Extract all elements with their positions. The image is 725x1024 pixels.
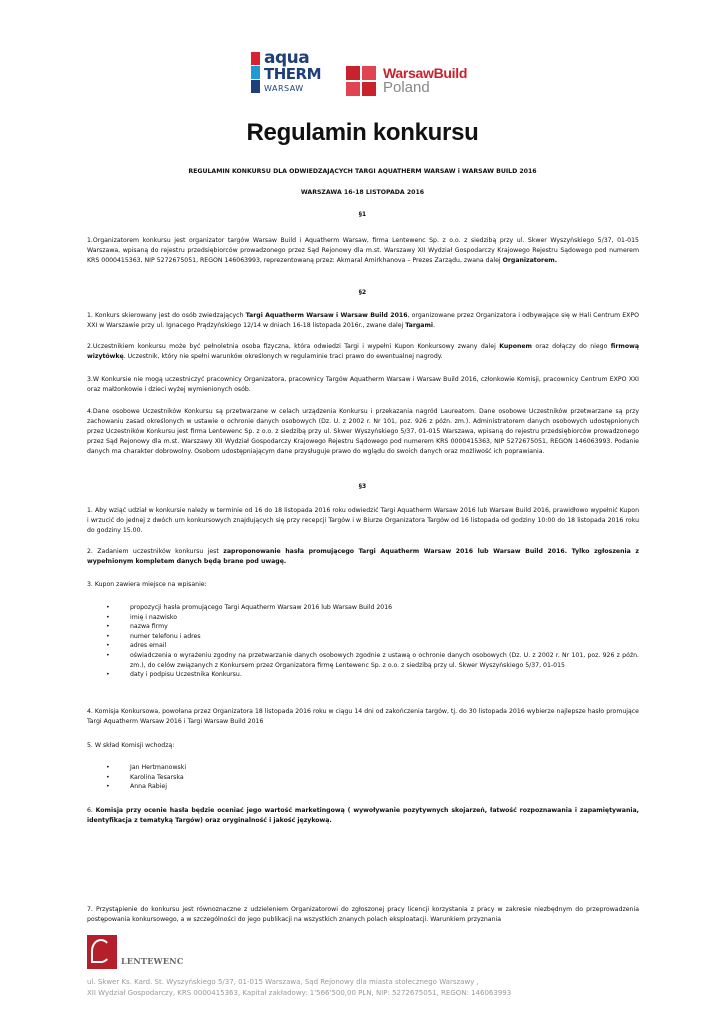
list-item: • adres email: [117, 641, 639, 651]
s2-p2-bold-a: Kuponem: [499, 343, 533, 350]
warsawbuild-logo-line2: Poland: [383, 79, 430, 96]
list-item: • Jan Hertmanowski: [117, 763, 639, 773]
aquatherm-logo: [251, 50, 331, 98]
jury-members-list: [117, 763, 639, 792]
aquatherm-mark-icon: [251, 52, 260, 92]
document-dates: WARSZAWA 16-18 LISTOPADA 2016: [300, 189, 425, 196]
s3-p6-bold: Komisja przy ocenie hasła będzie oceniać jego wartość marketingową ( wywoływanie pozytywnych skojarzeń, łatwość rozpoznawania i zapamiętywania, identyfikacja z tematyką Targów) oraz oryginalność i jakość językową.: [87, 807, 639, 824]
list-item: • numer telefonu i adres: [117, 632, 639, 642]
s1-p1-bold: Organizatorem.: [502, 257, 558, 264]
s2-p2-text-b: oraz dołączy do niego: [535, 343, 608, 350]
section-3-paragraph-5: 5. W skład Komisji wchodzą:: [87, 742, 175, 749]
section-3-paragraph-2: [87, 547, 639, 567]
s2-p1-text-b: , organizowane przez Organizatora i odbywające się w Hali Centrum EXPO XXI w Warszawie przy ul. Ignacego Prądzyńskiego 12/14 w dniach 16-18 listopada 2016r., zwane dalej: [87, 312, 640, 329]
s3-p2-text-a: 2. Zadaniem uczestników konkursu jest: [87, 548, 219, 555]
section-1-paragraph-1: [87, 236, 639, 266]
list-item: • Karolina Tesarska: [117, 773, 639, 783]
list-item: • propozycji hasła promującego Targi Aquatherm Warsaw 2016 lub Warsaw Build 2016: [117, 603, 639, 613]
lentewenc-mark-icon: [87, 935, 117, 969]
list-item: • daty i podpisu Uczestnika Konkursu.: [117, 670, 639, 680]
aquatherm-logo-line2: THERM: [264, 65, 322, 83]
footer-address-line-2: XII Wydział Gospodarczy, KRS 0000415363, Kapitał zakładowy: 1'566'500,00 PLN, NIP: 5272675051, REGON: 146063993: [87, 989, 512, 997]
list-item: • Anna Rabiej: [117, 782, 639, 792]
warsawbuild-logo: [346, 66, 486, 102]
aquatherm-logo-line3: WARSAW: [264, 84, 304, 93]
footer-address-line-1: ul. Skwer Ks. Kard. St. Wyszyńskiego 5/37, 01-015 Warszawa, Sąd Rejonowy dla miasta stołecznego Warszawy ,: [87, 978, 479, 986]
list-item: • nazwa firmy: [117, 622, 639, 632]
coupon-fields-list: [117, 603, 639, 680]
list-item: • imię i nazwisko: [117, 613, 639, 623]
section-2-paragraph-1: [87, 311, 639, 331]
section-3-heading: §3: [358, 483, 367, 490]
document-subtitle: REGULAMIN KONKURSU DLA ODWIEDZAJĄCYCH TARGI AQUATHERM WARSAW i WARSAW BUILD 2016: [188, 168, 537, 175]
section-3-paragraph-6: [87, 806, 639, 826]
lentewenc-logo: [87, 935, 184, 971]
section-3-paragraph-1: 1. Aby wziąć udział w konkursie należy w terminie od 16 do 18 listopada 2016 roku odwiedzić Targi Aquatherm Warsaw 2016 lub Warsaw Build 2016, prawidłowo wypełnić Kupon i wrzucić do jednej z dwóch urn konkursowych znajdujących się przy recepcji Targów i w Biurze Organizatora Targów od 16 listopada od godziny 10:00 do 18 listopada 2016 roku do godziny 15.00.: [87, 507, 639, 534]
s1-p1-text: 1.Organizatorem konkursu jest organizator targów Warsaw Build i Aquatherm Warsaw, firma Lentewenc Sp. z o.o. z siedzibą przy ul. Skwer Wyszyńskiego 5/37, 01-015 Warszawa, wpisaną do rejestru przedsiębiorców prowadzonego przez Sąd Rejonowy dla m.st. Warszawy XII Wydział Gospodarczy Krajowego Rejestru Sądowego pod numerem KRS 0000415363, NIP 5272675051, REGON 146063993, reprezentowaną przez: Akmaral Amirkhanova – Prezes Zarządu, zwana dalej: [87, 237, 639, 264]
s2-p2-text-c: . Uczestnik, który nie spełni warunków określonych w regulaminie traci prawo do ewentualnej nagrody.: [123, 353, 443, 360]
s2-p1-text-a: 1. Konkurs skierowany jest do osób zwiedzających: [87, 312, 244, 319]
page-title: Regulamin konkursu: [246, 119, 479, 146]
s3-p2-bold-a: zaproponowanie hasła promującego Targi Aquatherm Warsaw 2016 lub Warsaw Build 2016: [223, 548, 565, 555]
section-2-paragraph-2: [87, 342, 639, 362]
s3-p2-bold-b: . Tylko zgłoszenia z wypełnionym kompletem danych będą brane pod uwagę.: [87, 548, 640, 565]
section-3-paragraph-4: 4. Komisja Konkursowa, powołana przez Organizatora 18 listopada 2016 roku w ciągu 14 dni od zakończenia targów, tj. do 30 listopada 2016 wybierze najlepsze hasło promujące Targi Aquatherm Warsaw 2016 i Targi Warsaw Build 2016: [87, 708, 639, 725]
aquatherm-logo-line1: aqua: [264, 48, 310, 68]
s2-p1-bold-a: Targi Aquatherm Warsaw i Warsaw Build 2016: [245, 312, 408, 319]
section-3-paragraph-7: 7. Przystąpienie do konkursu jest równoznaczne z udzieleniem Organizatorowi do zgłoszonej pracy licencji korzystania z pracy w zakresie niezbędnym do przeprowadzenia postępowania konkursowego, a w szczególności do jego publikacji na wszystkich znanych polach eksploatacji. Warunkiem przyznania: [87, 906, 639, 923]
s2-p2-bold-b: firmową wizytówkę: [87, 343, 640, 360]
section-3-paragraph-3: 3. Kupon zawiera miejsce na wpisanie:: [87, 581, 207, 588]
warsawbuild-logo-line1: WarsawBuild: [383, 65, 468, 81]
s2-p1-text-c: .: [433, 322, 436, 329]
section-2-paragraph-4: 4.Dane osobowe Uczestników Konkursu są przetwarzane w celach urządzenia Konkursu i przekazania nagród Laureatom. Dane osobowe Uczestników przetwarzane są przy zachowaniu zasad określonych w ustawie o ochronie danych osobowych (Dz. U. z 2002 r. Nr 101, poz. 926 z późn. zm.). Administratorem danych osobowych udostępnionych przez Uczestników Konkursu jest firma Lentewenc Sp. z o.o. z siedzibą przy ul. Skwer Wyszyńskiego 5/37, 01-015 Warszawa, wpisaną do rejestru przedsiębiorców prowadzonego przez Sąd Rejonowy dla m.st. Warszawy XII Wydział Gospodarczy Krajowego Rejestru Sądowego pod numerem KRS 0000415363, NIP 5272675051, REGON 146063993. Podanie danych ma charakter dobrowolny. Osobom udostępniającym dane przysługuje prawo do wglądu do swoich danych oraz możliwość ich poprawiania.: [87, 408, 639, 455]
s2-p1-bold-b: Targami: [405, 322, 434, 329]
section-2-paragraph-3: 3.W Konkursie nie mogą uczestniczyć pracownicy Organizatora, pracownicy Targów Aquatherm Warsaw i Warsaw Build 2016, członkowie Komisji, pracownicy Centrum EXPO XXI oraz małżonkowie i dzieci wyżej wymienionych osób.: [87, 376, 639, 393]
section-2-heading: §2: [358, 289, 367, 296]
warsawbuild-mark-icon: [346, 66, 376, 96]
list-item: • oświadczenia o wyrażeniu zgodny na przetwarzanie danych osobowych zgodnie z ustawą o ochronie danych osobowych (Dz. U. z 2002 r. Nr 101, poz. 926 z późn. zm.), do celów związanych z Konkursem przez Organizatora firmę Lentewenc Sp. z o.o. z siedzibą przy ul. Skwer Wyszyńskiego 5/37, 01-015: [117, 651, 639, 670]
s3-p6-number: 6.: [87, 807, 93, 814]
s2-p2-text-a: 2.Uczestnikiem konkursu może być pełnoletnia osoba fizyczna, która odwiedzi Targi i wypełni Kupon Konkursowy zwany dalej: [87, 343, 496, 350]
section-1-heading: §1: [358, 211, 367, 218]
lentewenc-logo-text: LENTEWENC: [121, 956, 184, 966]
